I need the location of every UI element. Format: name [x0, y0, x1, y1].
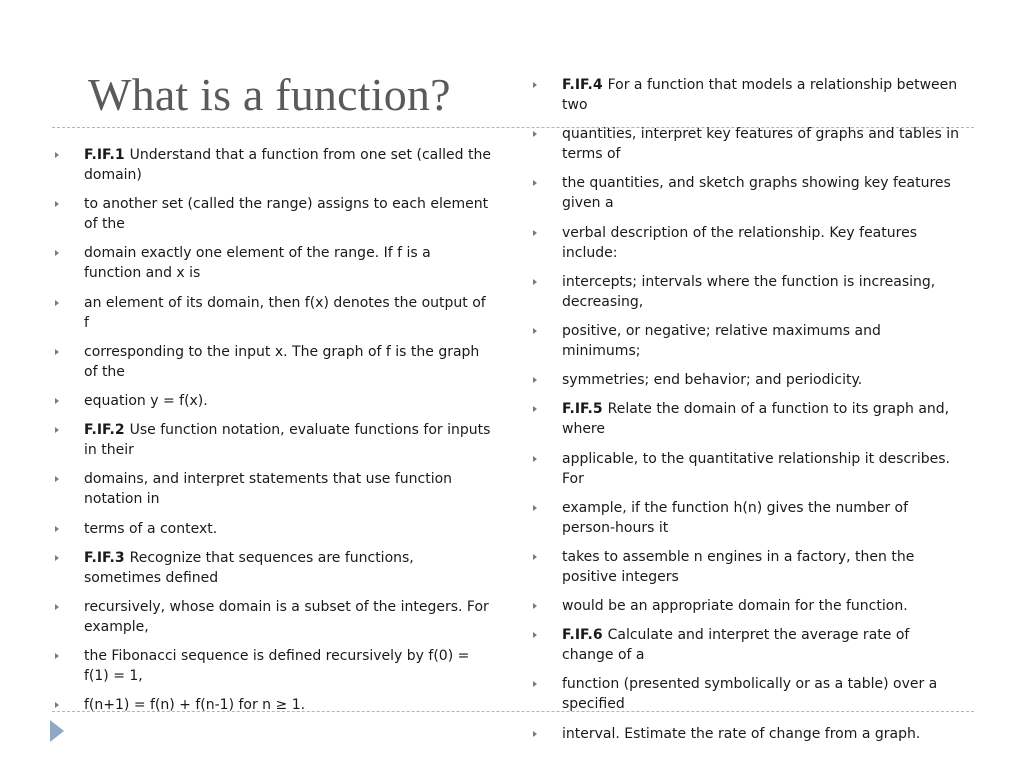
standard-code: F.IF.1 — [84, 147, 125, 163]
bullet-text: function (presented symbolically or as a table) over a specified — [562, 676, 938, 713]
bullet-text: to another set (called the range) assigns to each element of the — [84, 196, 489, 233]
bullet-text: Understand that a function from one set (called the domain) — [84, 147, 491, 183]
bullet-arrow-icon — [533, 632, 537, 638]
bullet-text: intercepts; intervals where the function is increasing, decreasing, — [562, 273, 936, 310]
bullet-text: applicable, to the quantitative relationship it describes. For — [562, 450, 950, 487]
bullet-text: recursively, whose domain is a subset of the integers. For example, — [84, 598, 489, 635]
bullet-text: domain exactly one element of the range. If f is a function and x is — [84, 245, 431, 282]
bullet-text: the quantities, and sketch graphs showing key features given a — [562, 175, 951, 212]
bullet-item — [530, 75, 960, 115]
standard-code: F.IF.3 — [84, 549, 125, 566]
bullet-arrow-icon — [533, 505, 537, 511]
bullet-item — [52, 646, 492, 686]
bullet-arrow-icon — [55, 349, 59, 355]
bullet-item — [530, 449, 960, 489]
bullet-item — [52, 519, 492, 539]
bullet-arrow-icon — [55, 653, 59, 659]
bullet-text: verbal description of the relationship. Key features include: — [562, 224, 917, 261]
bullet-item — [530, 724, 960, 744]
bullet-item — [530, 321, 960, 361]
bullet-item — [52, 194, 492, 234]
bullet-text: an element of its domain, then f(x) denotes the output of f — [84, 294, 486, 331]
bullet-arrow-icon — [55, 398, 59, 404]
bullet-arrow-icon — [55, 476, 59, 482]
bullet-text: symmetries; end behavior; and periodicity. — [562, 372, 863, 389]
bullet-item — [530, 399, 960, 439]
right-bullet-list — [530, 75, 960, 753]
bullet-arrow-icon — [533, 731, 537, 737]
bullet-text: terms of a context. — [84, 520, 218, 537]
bullet-text: quantities, interpret key features of graphs and tables in terms of — [562, 126, 959, 163]
slide-title: What is a function? — [88, 69, 451, 120]
bullet-item — [52, 342, 492, 382]
bullet-arrow-icon — [533, 180, 537, 186]
bullet-item — [52, 293, 492, 333]
bullet-item — [530, 596, 960, 616]
standard-code: F.IF.6 — [562, 627, 603, 644]
bullet-item — [530, 547, 960, 587]
bullet-arrow-icon — [55, 526, 59, 532]
bullet-arrow-icon — [55, 427, 59, 433]
left-bullet-list — [52, 145, 492, 724]
bullet-arrow-icon — [533, 82, 537, 88]
bullet-arrow-icon — [533, 328, 537, 334]
bullet-arrow-icon — [533, 406, 537, 412]
next-slide-arrow-icon[interactable] — [50, 720, 64, 742]
bullet-item — [530, 370, 960, 390]
bullet-text: f(n+1) = f(n) + f(n-1) for n ≥ 1. — [84, 697, 306, 714]
bullet-item — [52, 469, 492, 509]
footer-divider — [52, 711, 974, 712]
bullet-text: corresponding to the input x. The graph of f is the graph of the — [84, 343, 480, 380]
bullet-text: interval. Estimate the rate of change from a graph. — [562, 725, 921, 742]
bullet-arrow-icon — [55, 152, 59, 158]
bullet-arrow-icon — [55, 555, 59, 561]
bullet-text: positive, or negative; relative maximums and minimums; — [562, 322, 881, 359]
bullet-arrow-icon — [533, 456, 537, 462]
bullet-arrow-icon — [533, 230, 537, 236]
bullet-arrow-icon — [55, 604, 59, 610]
standard-code: F.IF.4 — [562, 77, 603, 93]
bullet-item — [530, 674, 960, 714]
standard-code: F.IF.2 — [84, 422, 125, 439]
bullet-item — [530, 223, 960, 263]
bullet-item — [530, 272, 960, 312]
bullet-item — [530, 173, 960, 213]
bullet-text: Recognize that sequences are functions, sometimes defined — [84, 549, 414, 586]
bullet-item — [52, 548, 492, 588]
bullet-text: would be an appropriate domain for the function. — [562, 598, 908, 615]
bullet-item — [52, 420, 492, 460]
bullet-arrow-icon — [55, 201, 59, 207]
bullet-arrow-icon — [55, 250, 59, 256]
bullet-arrow-icon — [55, 702, 59, 708]
bullet-item — [52, 243, 492, 283]
bullet-item — [530, 498, 960, 538]
bullet-item — [52, 145, 492, 185]
bullet-arrow-icon — [533, 681, 537, 687]
bullet-arrow-icon — [55, 300, 59, 306]
bullet-item — [530, 124, 960, 164]
bullet-arrow-icon — [533, 554, 537, 560]
bullet-text: Use function notation, evaluate functions for inputs in their — [84, 422, 491, 459]
bullet-item — [52, 391, 492, 411]
bullet-arrow-icon — [533, 377, 537, 383]
bullet-item — [52, 695, 492, 715]
bullet-text: the Fibonacci sequence is defined recursively by f(0) = f(1) = 1, — [84, 648, 470, 685]
bullet-text: Relate the domain of a function to its graph and, where — [562, 401, 950, 438]
bullet-arrow-icon — [533, 131, 537, 137]
bullet-arrow-icon — [533, 603, 537, 609]
bullet-text: domains, and interpret statements that use function notation in — [84, 471, 453, 508]
standard-code: F.IF.5 — [562, 401, 603, 418]
bullet-arrow-icon — [533, 279, 537, 285]
bullet-text: Calculate and interpret the average rate of change of a — [562, 627, 910, 664]
bullet-item — [52, 597, 492, 637]
bullet-text: takes to assemble n engines in a factory, then the positive integers — [562, 548, 915, 585]
bullet-text: For a function that models a relationship between two — [562, 77, 958, 113]
bullet-item — [530, 625, 960, 665]
bullet-text: example, if the function h(n) gives the number of person-hours it — [562, 499, 909, 536]
bullet-text: equation y = f(x). — [84, 392, 208, 409]
